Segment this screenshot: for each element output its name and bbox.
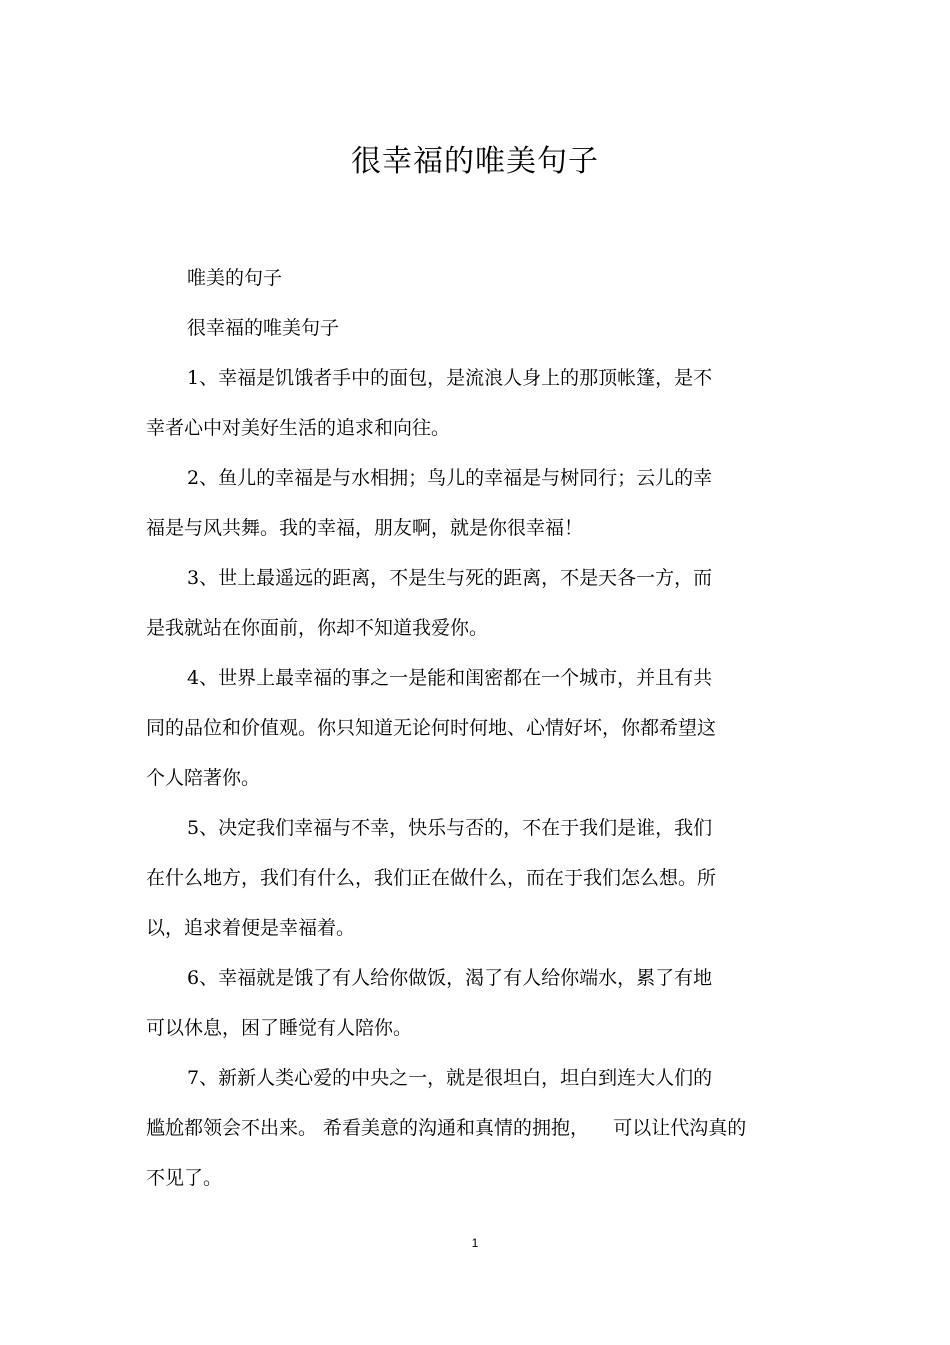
paragraph-subtitle-2	[146, 303, 806, 353]
paragraph-line: 5、决定我们幸福与不幸，快乐与否的，不在于我们是谁，我们	[187, 817, 713, 839]
page-number: 1	[471, 1236, 479, 1250]
paragraph-line: 幸者心中对美好生活的追求和向往。	[146, 417, 451, 439]
page-title: 很幸福的唯美句子	[351, 144, 599, 179]
paragraph-line: 是我就站在你面前，你却不知道我爱你。	[146, 617, 489, 639]
paragraph-line: 6、幸福就是饿了有人给你做饭，渴了有人给你端水，累了有地	[187, 967, 713, 989]
paragraph-line: 不见了。	[146, 1167, 223, 1189]
paragraph-line: 以，追求着便是幸福着。	[146, 917, 356, 939]
paragraph-item-6	[146, 953, 806, 1053]
paragraph-line: 4、世界上最幸福的事之一是能和闺密都在一个城市，并且有共	[187, 667, 713, 689]
paragraph-item-5	[146, 803, 806, 953]
paragraph-item-1	[146, 353, 806, 453]
paragraph-item-4	[146, 653, 806, 803]
paragraph-subtitle-1	[146, 253, 806, 303]
paragraph-line: 7、新新人类心爱的中央之一，就是很坦白，坦白到连大人们的	[187, 1067, 713, 1089]
paragraph-line: 尴尬都领会不出来。 希看美意的沟通和真情的拥抱， 可以让代沟真的	[146, 1117, 747, 1139]
paragraph-line: 福是与风共舞。我的幸福，朋友啊，就是你很幸福！	[146, 517, 584, 539]
paragraph-line: 唯美的句子	[187, 267, 283, 289]
paragraph-item-2	[146, 453, 806, 553]
paragraph-line: 同的品位和价值观。你只知道无论何时何地、心情好坏，你都希望这	[146, 717, 717, 739]
paragraph-item-3	[146, 553, 806, 653]
document-body	[146, 253, 806, 1203]
paragraph-line: 可以休息，困了睡觉有人陪你。	[146, 1017, 413, 1039]
paragraph-line: 很幸福的唯美句子	[187, 317, 340, 339]
paragraph-line: 2、鱼儿的幸福是与水相拥；鸟儿的幸福是与树同行；云儿的幸	[187, 467, 713, 489]
paragraph-item-7	[146, 1053, 806, 1203]
paragraph-line: 3、世上最遥远的距离，不是生与死的距离，不是天各一方，而	[187, 567, 713, 589]
paragraph-line: 在什么地方，我们有什么，我们正在做什么，而在于我们怎么想。所	[146, 867, 717, 889]
paragraph-line: 1、幸福是饥饿者手中的面包，是流浪人身上的那顶帐篷，是不	[187, 367, 713, 389]
paragraph-line: 个人陪著你。	[146, 767, 261, 789]
